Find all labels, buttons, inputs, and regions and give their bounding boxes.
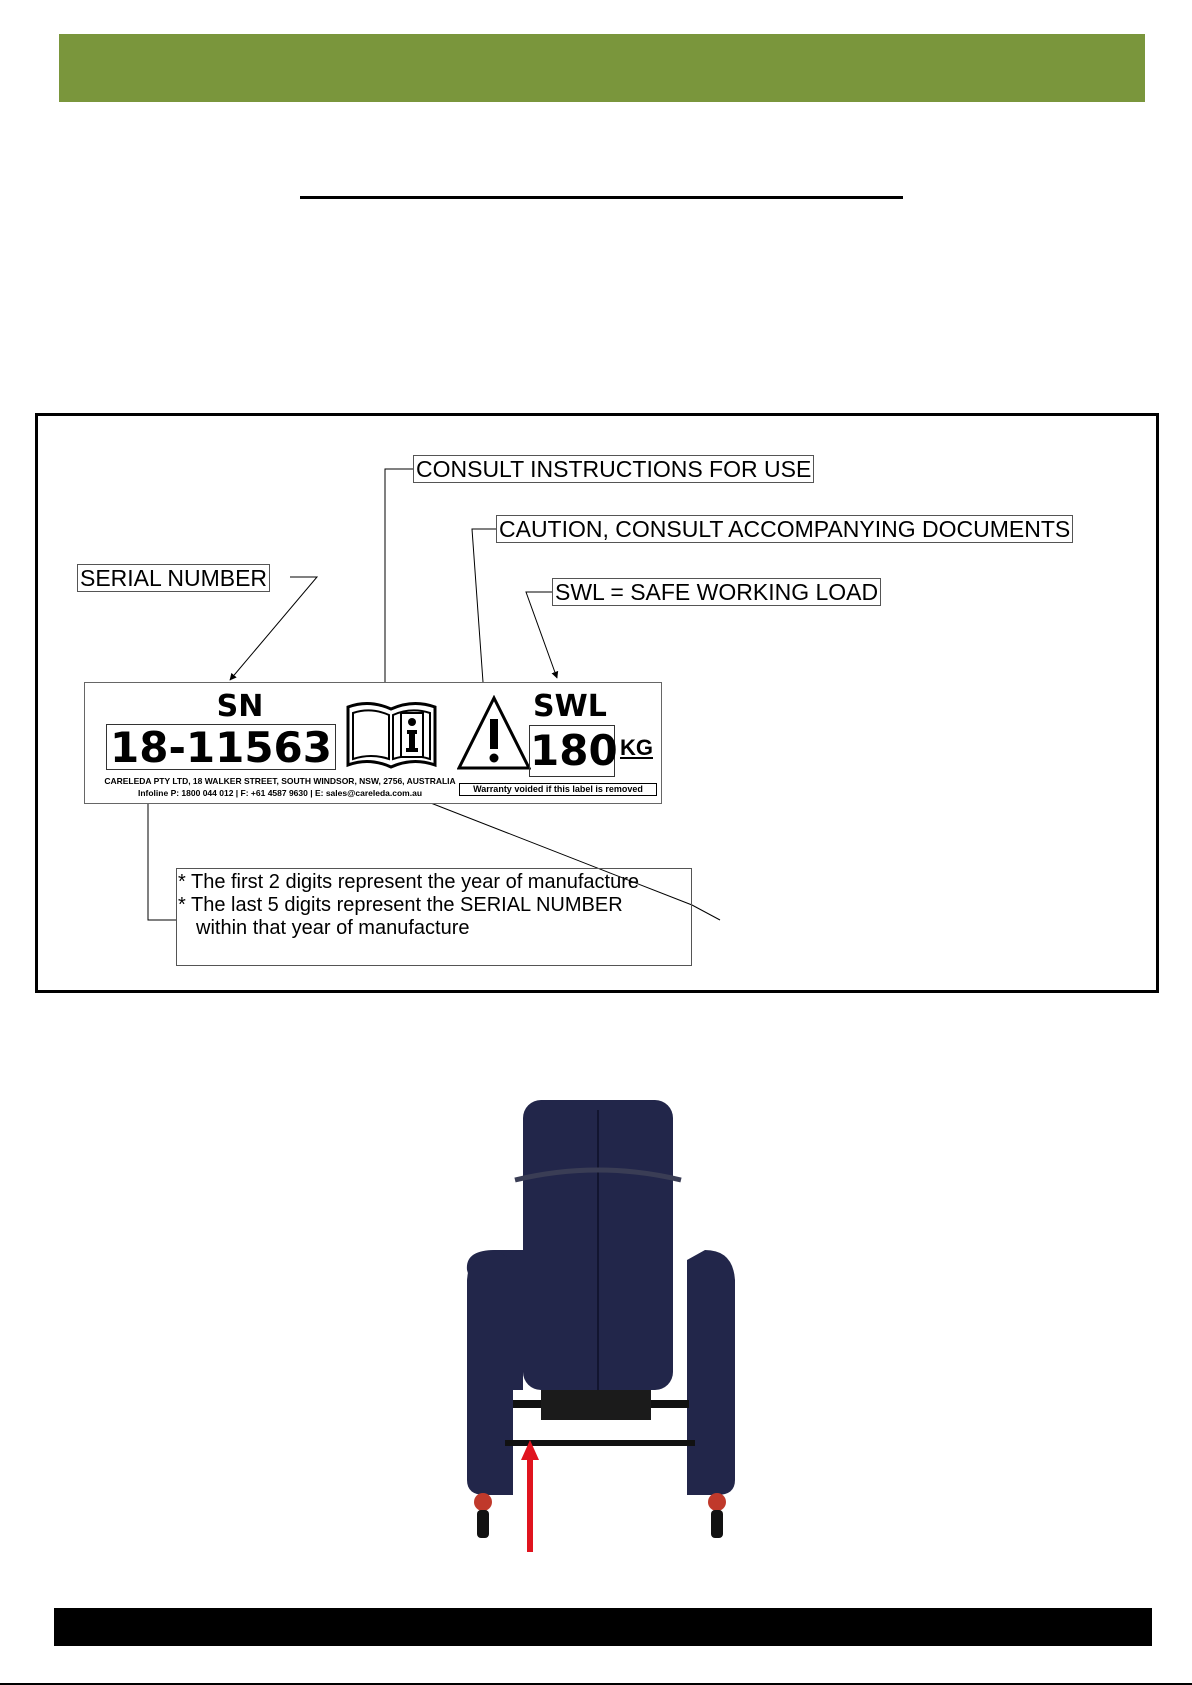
swl-heading: SWL xyxy=(533,689,607,724)
caution-warning-icon xyxy=(457,695,531,771)
note-line-within-year: within that year of manufacture xyxy=(196,917,470,939)
header-bar xyxy=(59,34,1145,102)
footer-bar xyxy=(54,1608,1152,1646)
product-label xyxy=(84,682,662,804)
consult-instructions-icon xyxy=(345,701,439,771)
swl-value: 180 xyxy=(530,726,618,775)
note-line-year: * The first 2 digits represent the year of manufacture xyxy=(178,871,639,893)
serial-number-box xyxy=(106,724,336,770)
swl-unit: KG xyxy=(620,735,653,760)
serial-number-value: 18-11563 xyxy=(110,723,332,772)
title-underline xyxy=(300,196,903,199)
red-arrow-indicator xyxy=(520,1440,540,1552)
company-details xyxy=(95,775,465,799)
company-contact: Infoline P: 1800 044 012 | F: +61 4587 9630 | E: sales@careleda.com.au xyxy=(137,788,423,798)
callout-serial-number: SERIAL NUMBER xyxy=(77,564,270,592)
sn-heading: SN xyxy=(216,689,264,724)
company-address: CARELEDA PTY LTD, 18 WALKER STREET, SOUTH WINDSOR, NSW, 2756, AUSTRALIA xyxy=(104,776,456,786)
callout-caution-documents: CAUTION, CONSULT ACCOMPANYING DOCUMENTS xyxy=(496,515,1073,543)
note-line-serial: * The last 5 digits represent the SERIAL NUMBER xyxy=(178,894,623,916)
serial-number-explanation xyxy=(176,868,692,966)
callout-consult-instructions: CONSULT INSTRUCTIONS FOR USE xyxy=(413,455,814,483)
warranty-notice: Warranty voided if this label is removed xyxy=(459,783,657,796)
callout-safe-working-load: SWL = SAFE WORKING LOAD xyxy=(552,578,881,606)
chair-rear-photo xyxy=(455,1100,745,1560)
